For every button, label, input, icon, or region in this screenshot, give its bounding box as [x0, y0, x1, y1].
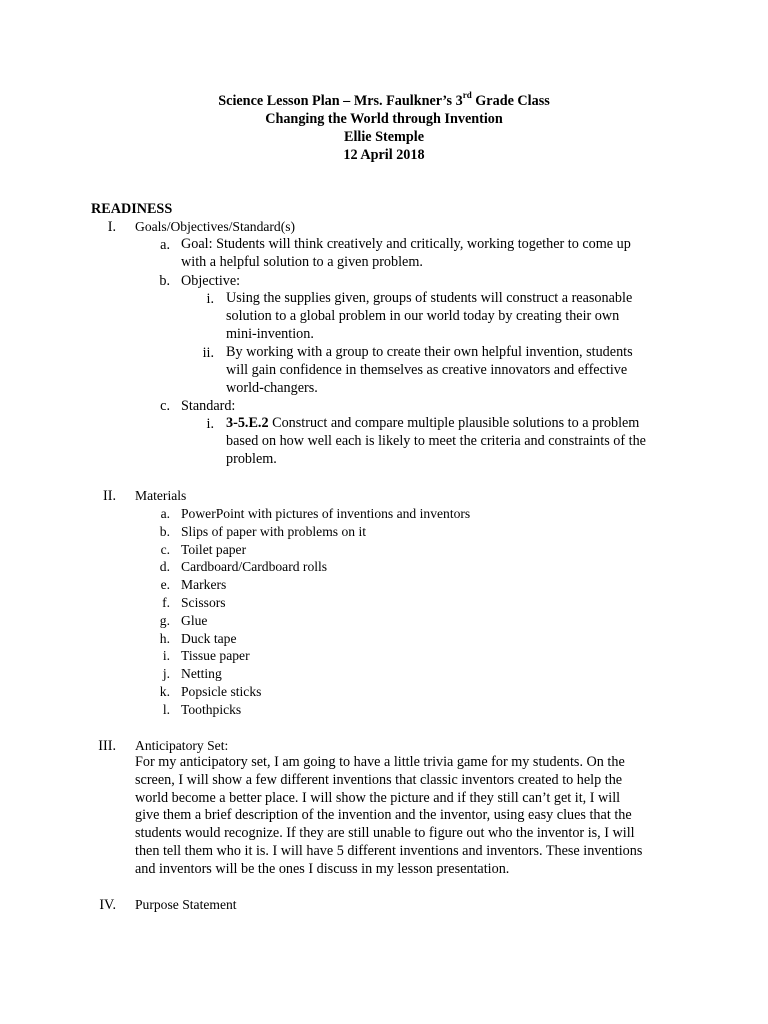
material-item: Glue	[181, 612, 208, 628]
material-item-letter: a.	[160, 506, 170, 521]
section-3-numeral: III.	[98, 738, 116, 754]
material-item-letter: f.	[162, 595, 170, 610]
section-1-b-label: Objective:	[181, 273, 241, 289]
material-item: Toilet paper	[181, 541, 247, 557]
section-1-a-letter: a.	[160, 237, 170, 253]
section-1-c-letter: c.	[160, 398, 170, 414]
material-item-letter: e.	[160, 577, 170, 593]
section-1-c-label: Standard:	[181, 398, 236, 414]
material-item: Cardboard/Cardboard rolls	[181, 559, 328, 575]
header-author-line: Ellie Stemple	[344, 129, 424, 145]
section-4-numeral: IV.	[99, 897, 116, 913]
material-item-letter: g.	[159, 612, 170, 628]
header-subtitle-line: Changing the World through Invention	[265, 111, 503, 127]
section-1-b-ii-numeral: ii.	[202, 345, 214, 361]
section-4-title: Purpose Statement	[135, 897, 237, 912]
material-item: Scissors	[181, 595, 226, 610]
header-title-line: Science Lesson Plan – Mrs. Faulkner’s 3rd Grade Class	[218, 90, 550, 109]
material-item-letter: j.	[162, 666, 170, 682]
material-item-letter: l.	[162, 701, 170, 717]
section-1-b-letter: b.	[159, 273, 170, 289]
standard-code: 3-5.E.2	[226, 415, 269, 431]
section-1-title: Goals/Objectives/Standard(s)	[135, 219, 296, 234]
section-1-numeral: I.	[107, 219, 116, 235]
section-2-title: Materials	[135, 488, 187, 503]
section-1-c-i-numeral: i.	[206, 416, 214, 432]
section-1-b-i-text: Using the supplies given, groups of students will construct a reasonable solution to a global problem in our world today by creating their own mini-invention.	[226, 290, 633, 342]
material-item-letter: d.	[159, 559, 170, 575]
material-item-letter: h.	[159, 630, 170, 646]
document-header	[0, 92, 768, 164]
material-item-letter: k.	[159, 684, 170, 699]
section-1-b-i-numeral: i.	[206, 291, 214, 307]
material-item-letter: i.	[162, 648, 170, 664]
section-3-title: Anticipatory Set:	[135, 738, 229, 753]
section-1-c-i-text: 3-5.E.2 Construct and compare multiple plausible solutions to a problem based on how well each is likely to meet the criteria and constraints of the problem.	[226, 415, 646, 467]
material-item: Slips of paper with problems on it	[181, 523, 367, 539]
material-item: Tissue paper	[181, 648, 250, 664]
material-item-letter: b.	[159, 523, 170, 539]
section-3-paragraph: For my anticipatory set, I am going to have a little trivia game for my students. On the screen, I will show a few different inventions that classic inventors created to help the world become a better place. I will show the picture and if they still can’t get it, I will give them a brief description of the invention and the inventor, using easy clues that the students would recognize. If they are still unable to figure out who the inventor is, I will then tell them who it is. I will have 5 different inventions and inventors. These inventions and inventors will be the ones I discuss in my lesson presentation.	[135, 754, 643, 877]
material-item: PowerPoint with pictures of inventions and inventors	[181, 506, 471, 521]
material-item: Duck tape	[181, 630, 237, 646]
header-date-line: 12 April 2018	[343, 147, 425, 163]
section-1-a-text: Goal: Students will think creatively and critically, working together to come up with a helpful solution to a given problem.	[181, 236, 631, 270]
material-item: Netting	[181, 666, 222, 682]
section-2-numeral: II.	[103, 488, 116, 504]
section-1-b-ii-text: By working with a group to create their own helpful invention, students will gain confidence in themselves as creative innovators and effective world-changers.	[226, 344, 633, 396]
material-item-letter: c.	[160, 541, 170, 557]
material-item: Markers	[181, 577, 227, 593]
readiness-heading: READINESS	[91, 201, 173, 217]
material-item: Popsicle sticks	[181, 684, 262, 699]
material-item: Toothpicks	[181, 701, 242, 717]
